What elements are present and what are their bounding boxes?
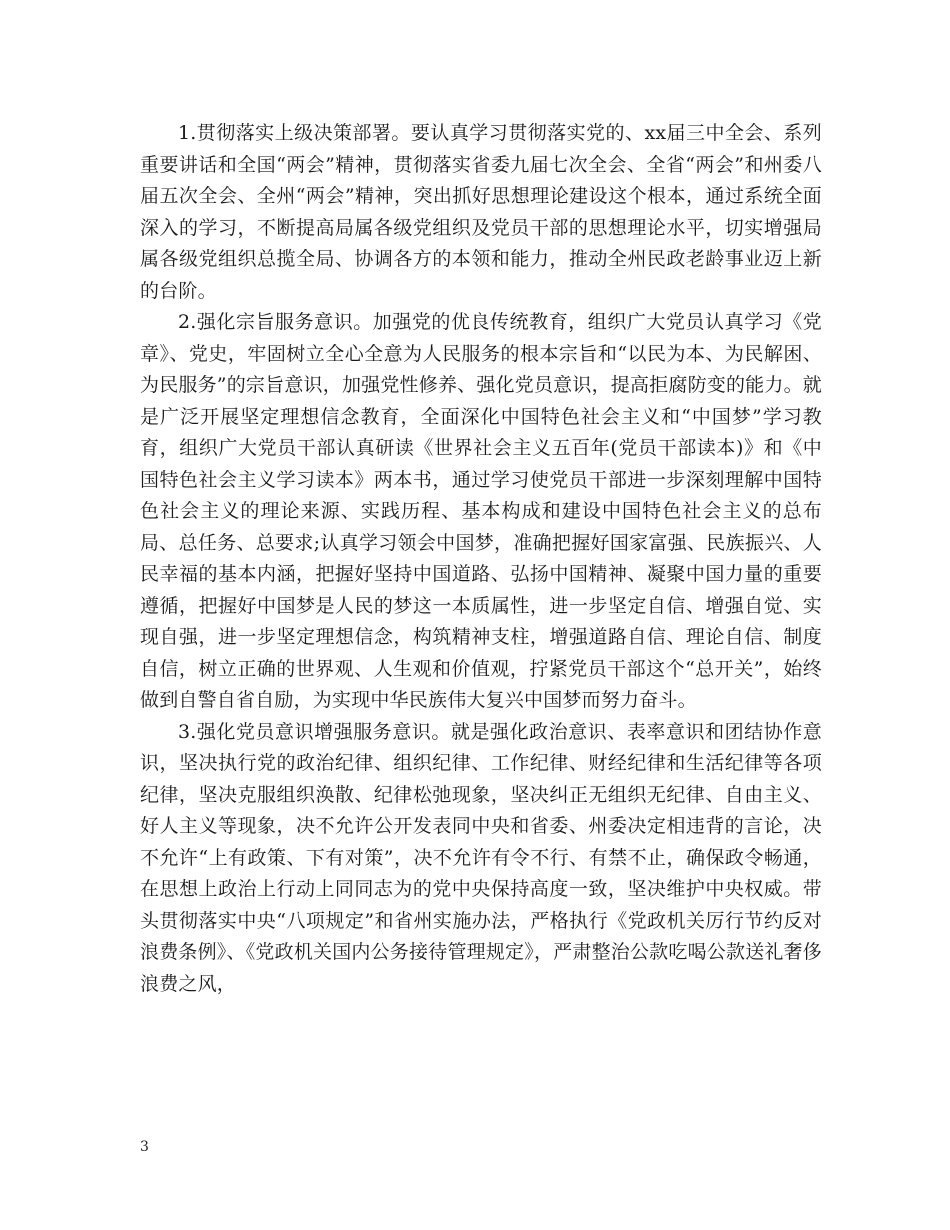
page-number: 3 xyxy=(140,1139,149,1155)
paragraph-3: 3.强化党员意识增强服务意识。就是强化政治意识、表率意识和团结协作意识，坚决执行党的政治纪律、组织纪律、工作纪律、财经纪律和生活纪律等各项纪律，坚决克服组织涣散、纪律松弛现象，坚决纠正无组织无纪律、自由主义、好人主义等现象，决不允许公开发表同中央和省委、州委决定相违背的言论，决不允许“上有政策、下有对策”，决不允许有令不行、有禁不止，确保政令畅通，在思想上政治上行动上同同志为的党中央保持高度一致，坚决维护中央权威。带头贯彻落实中央“八项规定”和省州实施办法，严格执行《党政机关厉行节约反对浪费条例》、《党政机关国内公务接待管理规定》，严肃整治公款吃喝公款送礼奢侈浪费之风， xyxy=(140,720,822,995)
document-body xyxy=(140,118,822,1000)
paragraph-1: 1.贯彻落实上级决策部署。要认真学习贯彻落实党的、xx届三中全会、系列重要讲话和全国“两会”精神，贯彻落实省委九届七次全会、全省“两会”和州委八届五次全会、全州“两会”精神，突出抓好思想理论建设这个根本，通过系统全面深入的学习，不断提高局属各级党组织及党员干部的思想理论水平，切实增强局属各级党组织总揽全局、协调各方的本领和能力，推动全州民政老龄事业迈上新的台阶。 xyxy=(140,122,822,302)
paragraph-2: 2.强化宗旨服务意识。加强党的优良传统教育，组织广大党员认真学习《党章》、党史，牢固树立全心全意为人民服务的根本宗旨和“以民为本、为民解困、为民服务”的宗旨意识，加强党性修养、强化党员意识，提高拒腐防变的能力。就是广泛开展坚定理想信念教育，全面深化中国特色社会主义和“中国梦”学习教育，组织广大党员干部认真研读《世界社会主义五百年(党员干部读本)》和《中国特色社会主义学习读本》两本书，通过学习使党员干部进一步深刻理解中国特色社会主义的理论来源、实践历程、基本构成和建设中国特色社会主义的总布局、总任务、总要求;认真学习领会中国梦，准确把握好国家富强、民族振兴、人民幸福的基本内涵，把握好坚持中国道路、弘扬中国精神、凝聚中国力量的重要遵循，把握好中国梦是人民的梦这一本质属性，进一步坚定自信、增强自觉、实现自强，进一步坚定理想信念，构筑精神支柱，增强道路自信、理论自信、制度自信，树立正确的世界观、人生观和价值观，拧紧党员干部这个“总开关”，始终做到自警自省自励，为实现中华民族伟大复兴中国梦而努力奋斗。 xyxy=(140,311,822,711)
